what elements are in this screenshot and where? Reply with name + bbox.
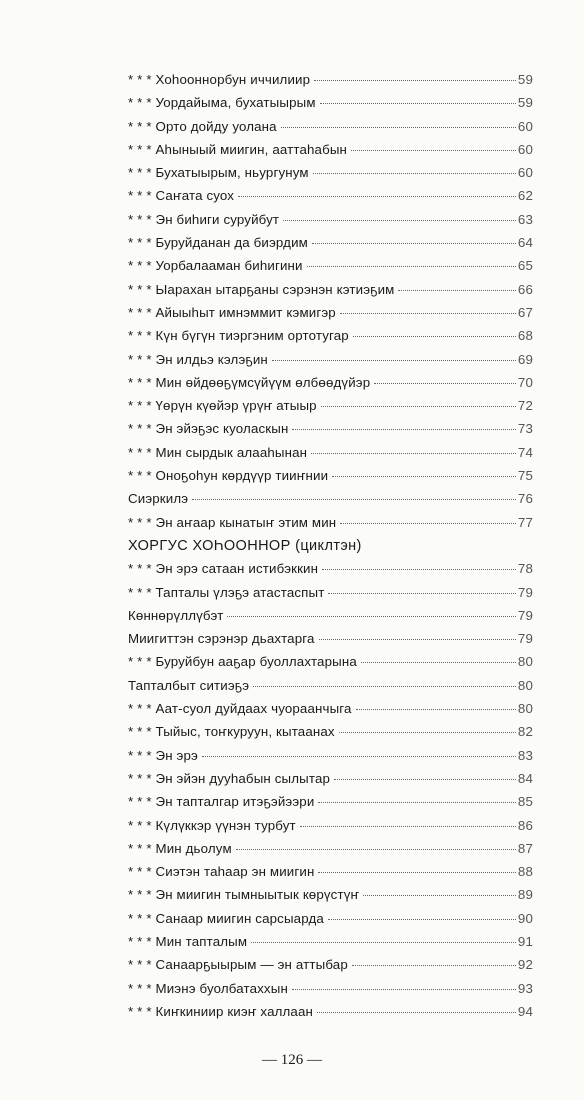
toc-entry bbox=[128, 887, 533, 910]
toc-entry-title: * * * Мин дьолум bbox=[128, 840, 232, 856]
toc-entry bbox=[128, 305, 533, 328]
dot-leader bbox=[339, 732, 516, 733]
dot-leader bbox=[292, 989, 516, 990]
toc-entry-title: Көннөрүллүбэт bbox=[128, 607, 224, 623]
toc-entry bbox=[128, 678, 533, 701]
toc-entry bbox=[128, 911, 533, 934]
toc-entry bbox=[128, 748, 533, 771]
dot-leader bbox=[318, 872, 515, 873]
toc-entry bbox=[128, 841, 533, 864]
toc-entry-page: 85 bbox=[517, 794, 533, 810]
toc-entry-page: 92 bbox=[517, 957, 533, 973]
toc-entry-page: 69 bbox=[517, 351, 533, 367]
toc-entry bbox=[128, 142, 533, 165]
toc-entry-page: 63 bbox=[517, 211, 533, 227]
dot-leader bbox=[313, 173, 516, 174]
toc-entry-page: 94 bbox=[517, 1003, 533, 1019]
toc-entry-page: 67 bbox=[517, 304, 533, 320]
toc-entry-title: * * * Уордайыма, бухатыырым bbox=[128, 95, 316, 111]
toc-entry-title: * * * Тыйыс, тоҥкуруун, кытаанах bbox=[128, 724, 335, 740]
toc-entry-title: * * * Оноҕоһун көрдүүр тииҥнии bbox=[128, 468, 329, 484]
toc-entry-title: * * * Буруйбун ааҕар буоллахтарына bbox=[128, 654, 357, 670]
toc-entry-title: * * * Саҥата суох bbox=[128, 188, 235, 204]
toc-entry-title: * * * Санаар миигин сарсыарда bbox=[128, 910, 324, 926]
toc-entry-title: * * * Эн тапталгар итэҕэйээри bbox=[128, 794, 315, 810]
toc-entry-page: 77 bbox=[517, 514, 533, 530]
toc-entry-title: Тапталбыт ситиэҕэ bbox=[128, 677, 250, 693]
dot-leader bbox=[236, 849, 516, 850]
dot-leader bbox=[374, 383, 516, 384]
dot-leader bbox=[340, 523, 516, 524]
dot-leader bbox=[314, 80, 516, 81]
dot-leader bbox=[292, 429, 515, 430]
toc-entry-title: * * * Миэнэ буолбатаххын bbox=[128, 980, 288, 996]
toc-list-cycle bbox=[128, 561, 533, 1027]
toc-entry-title: * * * Уорбалааман биһигини bbox=[128, 258, 303, 274]
dot-leader bbox=[351, 150, 516, 151]
toc-entry-page: 75 bbox=[517, 468, 533, 484]
toc-entry bbox=[128, 631, 533, 654]
toc-entry-page: 79 bbox=[517, 607, 533, 623]
dot-leader bbox=[272, 360, 516, 361]
toc-entry bbox=[128, 375, 533, 398]
toc-entry-page: 60 bbox=[517, 118, 533, 134]
toc-entry-page: 70 bbox=[517, 374, 533, 390]
toc-entry-page: 80 bbox=[517, 701, 533, 717]
dot-leader bbox=[328, 919, 516, 920]
dot-leader bbox=[363, 895, 516, 896]
toc-entry-title: * * * Эн аҥаар кынатыҥ этим мин bbox=[128, 514, 337, 530]
toc-entry-title: * * * Санаарҕыырым — эн аттыбар bbox=[128, 957, 348, 973]
toc-entry-title: * * * Күн бүгүн тиэргэним ортотугар bbox=[128, 328, 349, 344]
toc-entry-page: 66 bbox=[517, 281, 533, 297]
dot-leader bbox=[251, 942, 516, 943]
toc-entry-page: 79 bbox=[517, 584, 533, 600]
toc-entry bbox=[128, 188, 533, 211]
dot-leader bbox=[334, 779, 516, 780]
toc-entry bbox=[128, 468, 533, 491]
toc-entry bbox=[128, 258, 533, 281]
toc-entry bbox=[128, 818, 533, 841]
toc-entry bbox=[128, 934, 533, 957]
toc-entry bbox=[128, 119, 533, 142]
page-number: — 126 — bbox=[262, 1052, 322, 1068]
toc-entry-title: * * * Сиэтэн таһаар эн миигин bbox=[128, 864, 315, 880]
toc-entry-page: 82 bbox=[517, 724, 533, 740]
toc-entry-title: * * * Ыарахан ытарҕаны сэрэнэн кэтиэҕим bbox=[128, 281, 395, 297]
dot-leader bbox=[192, 499, 516, 500]
toc-entry bbox=[128, 421, 533, 444]
toc-entry-page: 62 bbox=[517, 188, 533, 204]
toc-entry-page: 80 bbox=[517, 677, 533, 693]
dot-leader bbox=[317, 1012, 516, 1013]
toc-entry-page: 60 bbox=[517, 141, 533, 157]
toc-entry-page: 65 bbox=[517, 258, 533, 274]
dot-leader bbox=[227, 616, 515, 617]
toc-entry-page: 76 bbox=[517, 491, 533, 507]
toc-entry bbox=[128, 864, 533, 887]
toc-entry-title: * * * Буруйданан да биэрдим bbox=[128, 235, 308, 251]
toc-entry bbox=[128, 282, 533, 305]
toc-entry bbox=[128, 981, 533, 1004]
toc-entry-title: * * * Бухатыырым, ньургунум bbox=[128, 165, 309, 181]
toc-entry-title: * * * Аһыныый миигин, ааттаһабын bbox=[128, 141, 348, 157]
toc-entry bbox=[128, 165, 533, 188]
toc-entry bbox=[128, 445, 533, 468]
toc-entry-title: * * * Мин тапталым bbox=[128, 933, 248, 949]
toc-entry-title: * * * Эн миигин тымныытык көрүстүҥ bbox=[128, 887, 360, 903]
toc-entry-title: * * * Эн эрэ сатаан истибэккин bbox=[128, 561, 319, 577]
toc-entry-title: * * * Мин өйдөөҕүмсүйүүм өлбөөдүйэр bbox=[128, 374, 371, 390]
toc-entry-page: 72 bbox=[517, 398, 533, 414]
dot-leader bbox=[283, 220, 516, 221]
toc-entry bbox=[128, 1004, 533, 1027]
toc-entry-title: * * * Эн биһиги суруйбут bbox=[128, 211, 280, 227]
toc-entry-page: 79 bbox=[517, 631, 533, 647]
toc-entry-page: 86 bbox=[517, 817, 533, 833]
dot-leader bbox=[352, 965, 516, 966]
dot-leader bbox=[356, 709, 516, 710]
dot-leader bbox=[398, 290, 515, 291]
dot-leader bbox=[361, 662, 516, 663]
toc-entry-page: 60 bbox=[517, 165, 533, 181]
toc-entry bbox=[128, 352, 533, 375]
toc-entry-page: 78 bbox=[517, 561, 533, 577]
toc-entry-page: 68 bbox=[517, 328, 533, 344]
toc-entry bbox=[128, 585, 533, 608]
toc-entry-page: 74 bbox=[517, 444, 533, 460]
dot-leader bbox=[321, 406, 516, 407]
toc-entry-page: 64 bbox=[517, 235, 533, 251]
toc-entry bbox=[128, 328, 533, 351]
toc-entry-title: * * * Эн илдьэ кэлэҕин bbox=[128, 351, 268, 367]
toc-entry bbox=[128, 701, 533, 724]
toc-entry bbox=[128, 608, 533, 631]
toc-entry-title: * * * Хоһооннорбун иччилиир bbox=[128, 72, 311, 87]
toc-entry-title: * * * Аат-суол дуйдаах чуораанчыга bbox=[128, 701, 352, 717]
toc-entry bbox=[128, 491, 533, 514]
toc-entry bbox=[128, 515, 533, 538]
dot-leader bbox=[322, 569, 516, 570]
toc-entry-page: 93 bbox=[517, 980, 533, 996]
toc-entry-title: * * * Айыыһыт имнэммит кэмигэр bbox=[128, 304, 336, 320]
toc-entry-title: * * * Үөрүн күөйэр үрүҥ атыыр bbox=[128, 398, 317, 414]
dot-leader bbox=[312, 243, 516, 244]
toc-entry bbox=[128, 235, 533, 258]
toc-entry-page: 59 bbox=[517, 95, 533, 111]
toc-entry bbox=[128, 957, 533, 980]
toc-entry-page: 87 bbox=[517, 840, 533, 856]
dot-leader bbox=[318, 802, 515, 803]
toc-list-main bbox=[128, 72, 533, 538]
dot-leader bbox=[353, 336, 516, 337]
dot-leader bbox=[307, 266, 516, 267]
toc-entry-page: 91 bbox=[517, 933, 533, 949]
toc-entry bbox=[128, 212, 533, 235]
toc-entry bbox=[128, 95, 533, 118]
dot-leader bbox=[238, 196, 516, 197]
toc-entry-page: 83 bbox=[517, 747, 533, 763]
dot-leader bbox=[332, 476, 516, 477]
dot-leader bbox=[328, 593, 515, 594]
toc-entry-page: 90 bbox=[517, 910, 533, 926]
toc-entry-page: 89 bbox=[517, 887, 533, 903]
toc-entry-title: * * * Эн эрэ bbox=[128, 747, 198, 763]
toc-entry bbox=[128, 771, 533, 794]
toc-entry-title: Миигиттэн сэрэнэр дьахтарга bbox=[128, 631, 315, 647]
toc-entry bbox=[128, 654, 533, 677]
dot-leader bbox=[340, 313, 516, 314]
toc-entry-page: 73 bbox=[517, 421, 533, 437]
toc-entry bbox=[128, 794, 533, 817]
dot-leader bbox=[253, 686, 516, 687]
toc-entry bbox=[128, 561, 533, 584]
toc-entry-page: 59 bbox=[517, 72, 533, 87]
dot-leader bbox=[319, 639, 516, 640]
toc-entry bbox=[128, 724, 533, 747]
toc-entry-title: Сиэркилэ bbox=[128, 491, 189, 507]
toc-entry-title: * * * Күлүккэр үүнэн турбут bbox=[128, 817, 296, 833]
toc-entry-page: 88 bbox=[517, 864, 533, 880]
toc-entry-title: * * * Киҥкиниир киэҥ халлаан bbox=[128, 1003, 314, 1019]
section-heading bbox=[128, 538, 533, 561]
toc-entry-page: 80 bbox=[517, 654, 533, 670]
toc-entry-title: * * * Тапталы үлэҕэ атастаспыт bbox=[128, 584, 325, 600]
toc-entry-title: * * * Мин сырдык алааһынан bbox=[128, 444, 308, 460]
toc-entry-title: * * * Эн эйэҕэс куоласкын bbox=[128, 421, 289, 437]
section-heading-text: ХОРГУС ХОҺООННОР (циклтэн) bbox=[128, 537, 362, 554]
toc-entry-title: * * * Орто дойду уолана bbox=[128, 118, 277, 134]
dot-leader bbox=[300, 826, 516, 827]
toc-entry-page: 84 bbox=[517, 770, 533, 786]
dot-leader bbox=[320, 103, 516, 104]
dot-leader bbox=[311, 453, 516, 454]
toc-entry bbox=[128, 72, 533, 95]
toc-entry bbox=[128, 398, 533, 421]
dot-leader bbox=[281, 127, 516, 128]
toc-entry-title: * * * Эн эйэн дууһабын сылытар bbox=[128, 770, 331, 786]
dot-leader bbox=[202, 756, 516, 757]
table-of-contents bbox=[128, 72, 533, 1027]
